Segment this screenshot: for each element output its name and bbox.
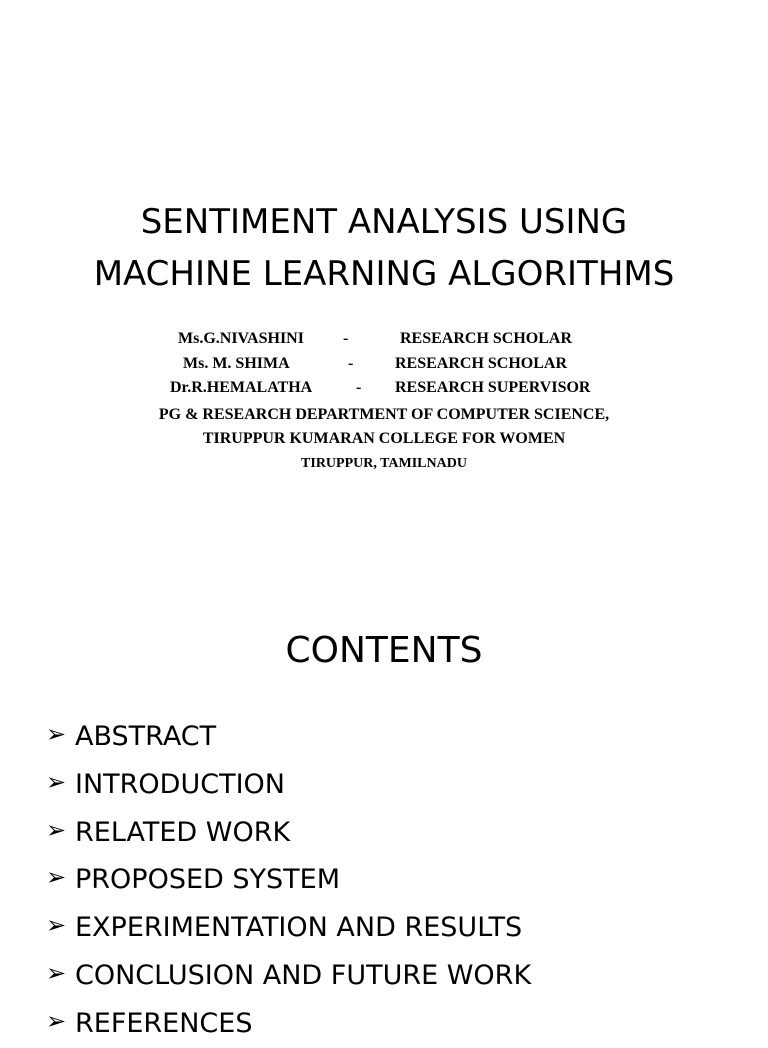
contents-heading: CONTENTS (285, 630, 483, 671)
author-role: RESEARCH SUPERVISOR (395, 379, 591, 396)
arrow-bullet-icon: ➢ (46, 1006, 67, 1035)
author-name: Ms. M. SHIMA (183, 354, 290, 372)
contents-list (46, 713, 531, 1048)
contents-item-label: PROPOSED SYSTEM (75, 864, 341, 896)
author-name: Ms.G.NIVASHINI (178, 330, 304, 347)
author-separator: - (348, 354, 354, 372)
contents-item-label: CONCLUSION AND FUTURE WORK (75, 959, 532, 991)
author-role: RESEARCH SCHOLAR (395, 354, 568, 372)
contents-item (46, 904, 531, 952)
contents-item-label: INTRODUCTION (75, 768, 285, 800)
location-line: TIRUPPUR, TAMILNADU (301, 455, 467, 471)
contents-item-label: REFERENCES (75, 1007, 253, 1039)
contents-item-label: RELATED WORK (75, 816, 291, 848)
title-line-1: SENTIMENT ANALYSIS USING (140, 202, 628, 242)
author-separator: - (356, 379, 362, 396)
arrow-bullet-icon: ➢ (46, 767, 67, 796)
arrow-bullet-icon: ➢ (46, 720, 67, 748)
contents-item-label: ABSTRACT (75, 721, 217, 752)
author-role: RESEARCH SCHOLAR (400, 330, 573, 347)
title-line-2: MACHINE LEARNING ALGORITHMS (93, 254, 675, 294)
author-row (0, 330, 768, 355)
contents-item (46, 809, 531, 857)
contents-item-label: EXPERIMENTATION AND RESULTS (75, 912, 523, 944)
slide-title (0, 196, 768, 300)
arrow-bullet-icon: ➢ (46, 863, 67, 892)
author-separator: - (343, 330, 349, 347)
author-block (0, 330, 768, 477)
college-line: TIRUPPUR KUMARAN COLLEGE FOR WOMEN (202, 430, 566, 447)
author-name: Dr.R.HEMALATHA (170, 379, 313, 396)
contents-item (46, 952, 531, 1000)
contents-item (46, 713, 531, 761)
author-row (0, 355, 768, 380)
author-row (0, 379, 768, 404)
department-line: PG & RESEARCH DEPARTMENT OF COMPUTER SCIENCE, (158, 405, 610, 423)
contents-item (46, 761, 531, 809)
arrow-bullet-icon: ➢ (46, 815, 67, 844)
arrow-bullet-icon: ➢ (46, 958, 67, 987)
contents-item (46, 856, 531, 904)
arrow-bullet-icon: ➢ (46, 911, 67, 940)
